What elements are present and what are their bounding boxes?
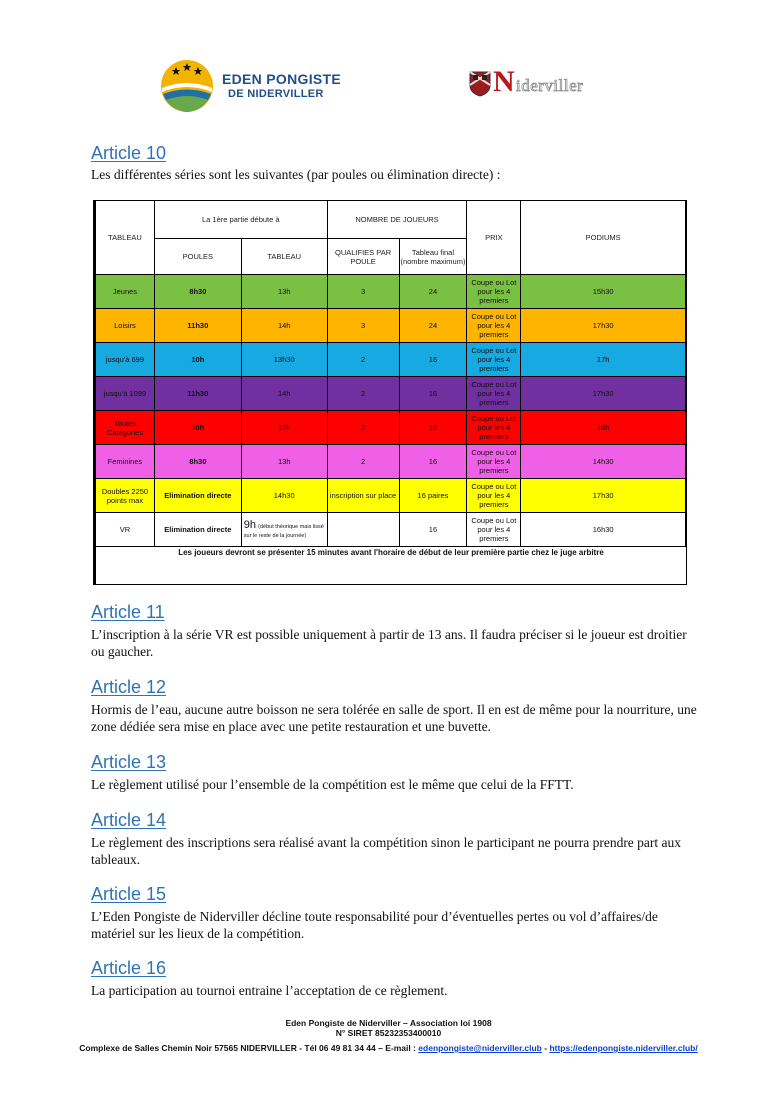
row-poules: 8h30 (154, 275, 241, 309)
article-15-title: Article 15 (91, 884, 167, 904)
row-name: Loisirs (96, 309, 155, 343)
article-14-title: Article 14 (91, 810, 167, 830)
row-tableau: 14h (241, 309, 327, 343)
article-11-text: L’inscription à la série VR est possible uniquement à partir de 13 ans. Il faudra préciser si le joueur est droitier ou gaucher. (91, 627, 687, 659)
article-13-text: Le règlement utilisé pour l’ensemble de la compétition est le même que celui de la FFTT. (91, 777, 574, 792)
footer-siret: N° SIRET 85232353400010 (335, 1028, 442, 1038)
row-name: Feminines (96, 445, 155, 479)
row-final: 16 (399, 513, 467, 547)
article-10-title: Article 10 (91, 143, 167, 163)
row-prix: Coupe ou Lot pour les 4 premiers (467, 275, 521, 309)
row-final: 16 (399, 411, 467, 445)
club-emblem-icon (160, 58, 218, 114)
club-logo (160, 58, 360, 114)
row-qualified (327, 513, 399, 547)
row-tableau-main: 9h (243, 518, 257, 531)
town-name: iderviller (516, 76, 584, 95)
row-tableau (241, 513, 327, 547)
schedule-table (93, 200, 687, 585)
table-row (96, 343, 686, 377)
footer-contact (0, 1043, 777, 1053)
footer-address: Complexe de Salles Chemin Noir 57565 NIDERVILLER - Tél 06 49 81 34 44 – E-mail : (79, 1043, 416, 1053)
row-name: Doubles 2250 points max (96, 479, 155, 513)
article-16-text: La participation au tournoi entraine l’acceptation de ce règlement. (91, 983, 448, 998)
header-players: NOMBRE DE JOUEURS (327, 201, 467, 239)
row-name: VR (96, 513, 155, 547)
row-podium: 14h30 (521, 445, 686, 479)
row-final: 16 (399, 343, 467, 377)
article-12-text: Hormis de l’eau, aucune autre boisson ne sera tolérée en salle de sport. Il en est de même pour la nourriture, une zone dédiée sera mise en place avec une petite restauration et une buvette. (91, 702, 697, 734)
header-podiums: PODIUMS (521, 201, 686, 275)
article-15-text: L’Eden Pongiste de Niderviller décline toute responsabilité pour d’éventuelles pertes ou vol d’affaires/de matériel sur les lieux de la compétition. (91, 909, 658, 941)
article-11-title: Article 11 (91, 602, 165, 622)
header-tableau-col: TABLEAU (241, 239, 327, 275)
table-footer-note: Les joueurs devront se présenter 15 minutes avant l'horaire de début de leur première partie chez le juge arbitre (178, 548, 604, 557)
footer-email-link[interactable]: edenpongiste@niderviller.club (418, 1043, 542, 1053)
article-10-text: Les différentes séries sont les suivantes (par poules ou élimination directe) : (91, 167, 501, 182)
header-tableau: TABLEAU (96, 201, 155, 275)
row-tableau: 13h (241, 445, 327, 479)
row-prix: Coupe ou Lot pour les 4 premiers (467, 343, 521, 377)
table-row (96, 309, 686, 343)
row-podium: 17h30 (521, 377, 686, 411)
row-poules: 10h (154, 343, 241, 377)
row-qualified: 3 (327, 275, 399, 309)
club-name-line2: DE NIDERVILLER (228, 88, 324, 100)
row-final: 24 (399, 309, 467, 343)
article-12-title: Article 12 (91, 677, 167, 697)
row-prix: Coupe ou Lot pour les 4 premiers (467, 411, 521, 445)
footer-association: Eden Pongiste de Niderviller – Association loi 1908 (285, 1018, 492, 1028)
row-poules: 11h30 (154, 309, 241, 343)
row-poules: Elimination directe (154, 513, 241, 547)
row-name: jusqu'à 1099 (96, 377, 155, 411)
row-poules: 10h (154, 411, 241, 445)
row-prix: Coupe ou Lot pour les 4 premiers (467, 445, 521, 479)
row-prix: Coupe ou Lot pour les 4 premiers (467, 479, 521, 513)
row-qualified: inscription sur place (327, 479, 399, 513)
row-qualified: 2 (327, 445, 399, 479)
table-row (96, 445, 686, 479)
row-qualified: 3 (327, 309, 399, 343)
row-poules: 8h30 (154, 445, 241, 479)
table-row (96, 513, 686, 547)
row-final: 24 (399, 275, 467, 309)
town-crest-icon (469, 71, 491, 97)
row-tableau: 14h30 (241, 479, 327, 513)
table-row (96, 275, 686, 309)
row-tableau: 13h (241, 275, 327, 309)
row-poules: Elimination directe (154, 479, 241, 513)
town-logo (469, 65, 619, 101)
row-prix: Coupe ou Lot pour les 4 premiers (467, 513, 521, 547)
table-row (96, 479, 686, 513)
footer-separator: - (544, 1043, 548, 1053)
row-podium: 17h30 (521, 309, 686, 343)
row-name: Jeunes (96, 275, 155, 309)
article-13-title: Article 13 (91, 752, 167, 772)
row-podium: 16h (521, 411, 686, 445)
article-16-title: Article 16 (91, 958, 167, 978)
header-poules: POULES (154, 239, 241, 275)
row-qualified: 2 (327, 343, 399, 377)
club-name-line1: EDEN PONGISTE (222, 71, 342, 87)
row-podium: 17h30 (521, 479, 686, 513)
row-poules: 11h30 (154, 377, 241, 411)
header-prix: PRIX (467, 201, 521, 275)
row-qualified: 2 (327, 411, 399, 445)
row-prix: Coupe ou Lot pour les 4 premiers (467, 377, 521, 411)
row-tableau: 13h (241, 411, 327, 445)
row-final: 16 (399, 445, 467, 479)
row-final: 16 (399, 377, 467, 411)
row-name: Toutes Catégories (96, 411, 155, 445)
row-podium: 17h (521, 343, 686, 377)
row-tableau-note: (début théorique mais lissé sur le reste de la journée) (243, 523, 324, 539)
row-tableau: 14h (241, 377, 327, 411)
article-14-text: Le règlement des inscriptions sera réalisé avant la compétition sinon le participant ne pourra prendre part aux tableaux. (91, 835, 682, 867)
table-row (96, 377, 686, 411)
row-final: 16 paires (399, 479, 467, 513)
header-qualified: QUALIFIES PAR POULE (327, 239, 399, 275)
header-final-table: Tableau final (nombre maximum) (399, 239, 467, 275)
row-tableau: 13h30 (241, 343, 327, 377)
town-initial: N (493, 65, 515, 98)
row-qualified: 2 (327, 377, 399, 411)
row-podium: 15h30 (521, 275, 686, 309)
row-podium: 16h30 (521, 513, 686, 547)
header-first-round: La 1ère partie débute à (154, 201, 327, 239)
footer-website-link[interactable]: https://edenpongiste.niderviller.club/ (549, 1043, 698, 1053)
row-prix: Coupe ou Lot pour les 4 premiers (467, 309, 521, 343)
row-name: jusqu'à 699 (96, 343, 155, 377)
table-row (96, 411, 686, 445)
